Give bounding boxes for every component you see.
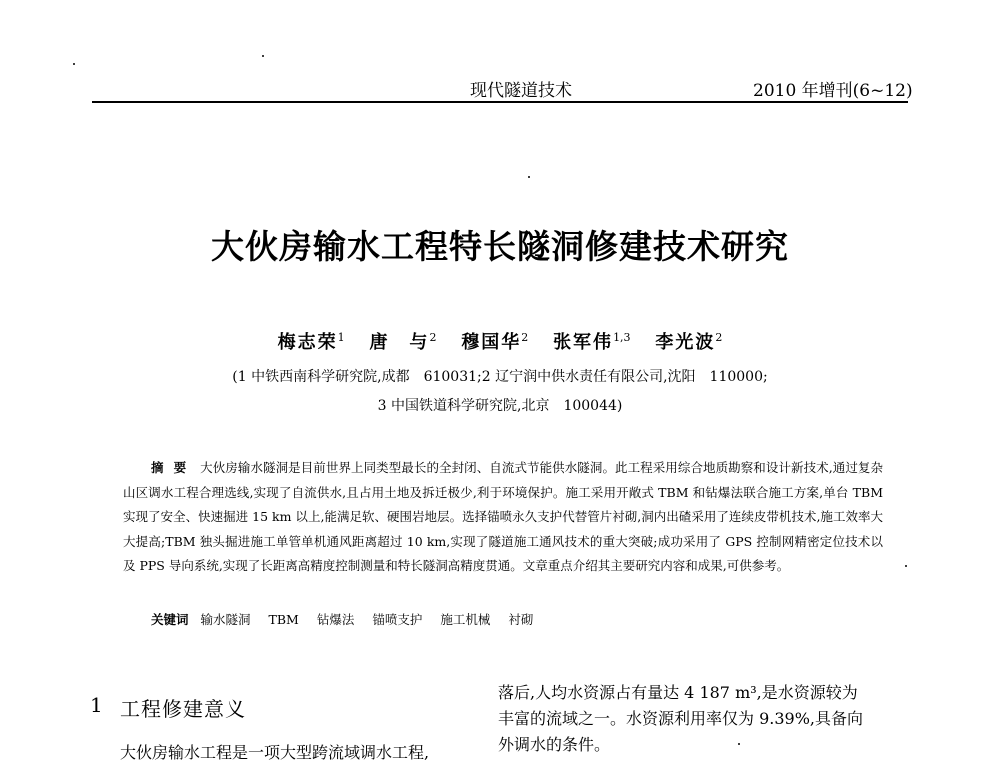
keyword: 输水隧洞 bbox=[200, 612, 251, 627]
author-name: 张军伟 bbox=[553, 332, 614, 353]
keywords bbox=[151, 610, 547, 628]
author-name: 唐 与 bbox=[369, 332, 430, 353]
author-affiliation-mark: 2 bbox=[521, 331, 529, 344]
affiliation-line: (1 中铁西南科学研究院,成都 610031;2 辽宁润中供水责任有限公司,沈阳 110000; bbox=[232, 369, 768, 385]
issue-info: 2010 年增刊(6~12) bbox=[753, 81, 913, 101]
author-affiliation-mark: 2 bbox=[715, 331, 723, 344]
section-title: 工程修建意义 bbox=[120, 697, 246, 721]
keyword: 锚喷支护 bbox=[372, 612, 423, 627]
author-list bbox=[0, 328, 1000, 354]
right-column-text bbox=[498, 680, 918, 758]
journal-name: 现代隧道技术 bbox=[470, 81, 572, 101]
keyword: 衬砌 bbox=[508, 612, 534, 627]
scan-speck bbox=[528, 176, 530, 178]
author-name: 梅志荣 bbox=[277, 332, 338, 353]
body-line: 落后,人均水资源占有量达 4 187 m³,是水资源较为 bbox=[498, 683, 858, 702]
body-line: 丰富的流域之一。水资源利用率仅为 9.39%,具备向 bbox=[498, 709, 864, 728]
keyword: 施工机械 bbox=[440, 612, 491, 627]
header-rule bbox=[92, 101, 908, 103]
body-line: 外调水的条件。 bbox=[498, 735, 611, 754]
keywords-label: 关键词 bbox=[151, 612, 189, 627]
affiliation-line: 3 中国铁道科学研究院,北京 100044) bbox=[377, 398, 623, 414]
paper-title: 大伙房输水工程特长隧洞修建技术研究 bbox=[211, 227, 789, 266]
abstract-text: 大伙房输水隧洞是目前世界上同类型最长的全封闭、自流式节能供水隧洞。此工程采用综合地质勘察和设计新技术,通过复杂山区调水工程合理选线,实现了自流供水,且占用土地及拆迁极少,利于环境保护。施工采用开敞式 TBM 和钻爆法联合施工方案,单台 TBM 实现了安全、快速掘进 15 km 以上,能满足软、硬围岩地层。选择锚喷永久支护代替管片衬砌,洞内出碴采用了连续皮带机技术,施工效率大大提高;TBM 独头掘进施工单管单机通风距离超过 10 km,实现了隧道施工通风技术的重大突破;成功采用了 GPS 控制网精密定位技术以及 PPS 导向系统,实现了长距离高精度控制测量和特长隧洞高精度贯通。文章重点介绍其主要研究内容和成果,可供参考。 bbox=[123, 460, 883, 573]
keyword: 钻爆法 bbox=[316, 612, 355, 627]
author-affiliation-mark: 1 bbox=[337, 331, 345, 344]
section-number: 1 bbox=[90, 693, 103, 717]
body-text: 大伙房输水工程是一项大型跨流域调水工程, bbox=[120, 743, 430, 762]
scan-speck bbox=[905, 565, 907, 567]
author-name: 李光波 bbox=[655, 332, 716, 353]
scan-speck bbox=[73, 63, 75, 65]
abstract bbox=[123, 456, 883, 579]
keyword: TBM bbox=[268, 612, 299, 627]
scan-speck bbox=[738, 743, 740, 745]
author-name: 穆国华 bbox=[461, 332, 522, 353]
author-affiliation-mark: 1,3 bbox=[613, 331, 631, 344]
author-affiliation-mark: 2 bbox=[429, 331, 437, 344]
scan-speck bbox=[262, 55, 264, 57]
abstract-label: 摘要 bbox=[151, 460, 197, 475]
